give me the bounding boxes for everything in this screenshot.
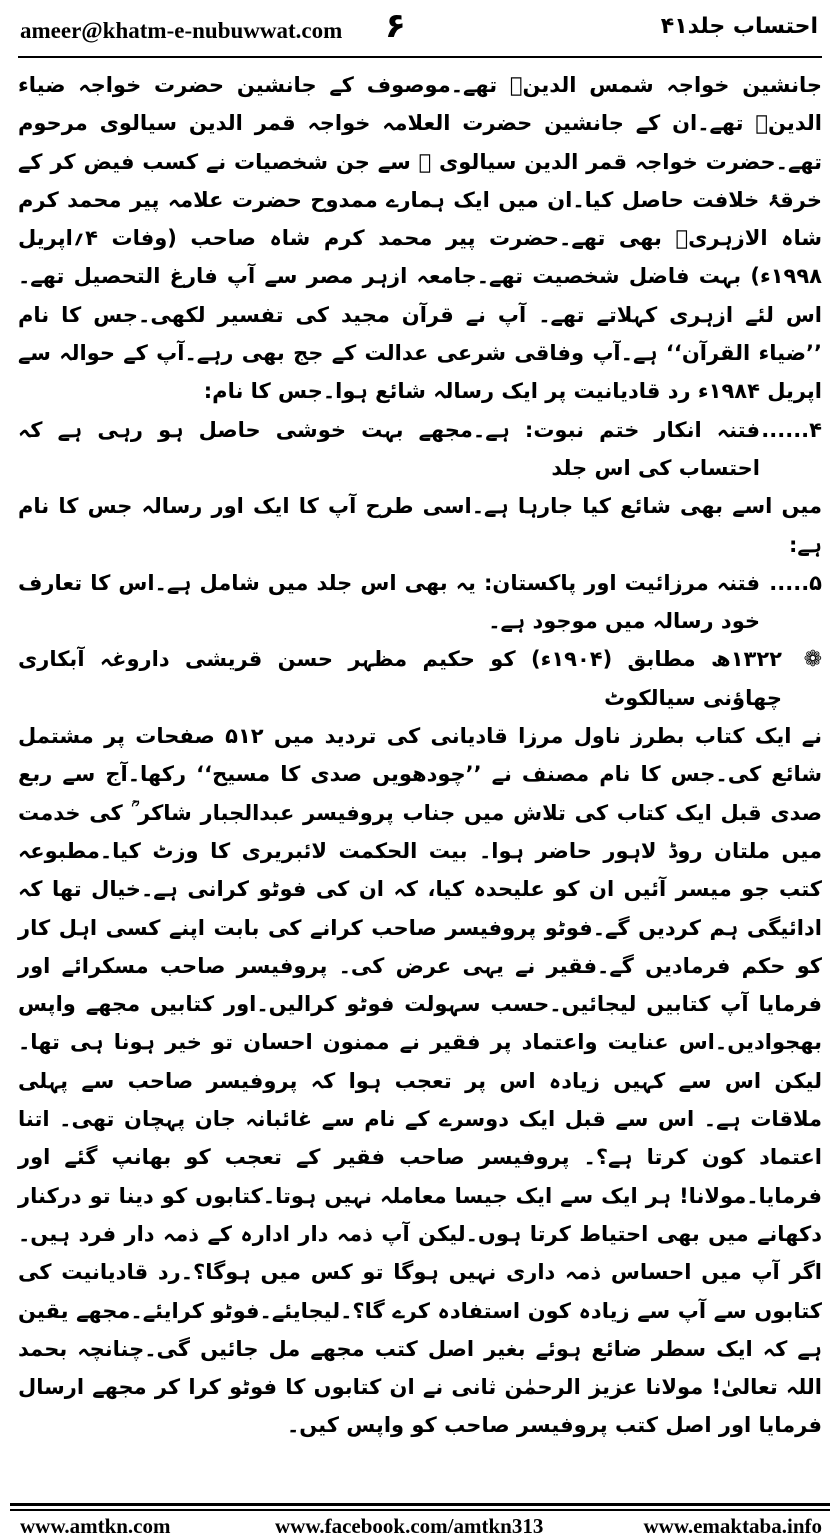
page-header [0,0,840,56]
paragraph-after-4: میں اسے بھی شائع کیا جارہا ہے۔اسی طرح آپ کا ایک اور رسالہ جس کا نام ہے: [18,494,822,557]
paragraph-main: نے ایک کتاب بطرز ناول مرزا قادیانی کی تردید میں ۵۱۲ صفحات پر مشتمل شائع کی۔جس کا نام مصنف نے ’’چودھویں صدی کا مسیح‘‘ رکھا۔آج سے ربع صدی قبل ایک کتاب کی تلاش میں جناب پروفیسر عبدالجبار شاکر ؒ کی خدمت میں ملتان روڈ لاہور حاضر ہوا۔ بیت الحکمت لائبریری کا وزٹ کیا۔مطبوعہ کتب جو میسر آئیں ان کو علیحدہ کیا، کہ ان کی فوٹو کرانی ہے۔خیال تھا کہ ادائیگی ہم کردیں گے۔فوٹو پروفیسر صاحب کرانے کی بابت اپنے کسی اہل کار کو حکم فرمادیں گے۔فقیر نے یہی عرض کی۔ پروفیسر صاحب مسکرائے اور فرمایا آپ کتابیں لیجائیں۔حسب سہولت فوٹو کرالیں۔اور کتابیں مجھے واپس بھجوادیں۔اس عنایت واعتماد پر فقیر نے ممنون احسان تو خیر ہونا ہی تھا۔لیکن اس سے کہیں زیادہ اس پر تعجب ہوا کہ پروفیسر صاحب سے پہلی ملاقات ہے۔ اس سے قبل ایک دوسرے کے نام سے غائبانہ جان پہچان تھی۔ اتنا اعتماد کون کرتا ہے؟۔ پروفیسر صاحب فقیر کے تعجب کو بھانپ گئے اور فرمایا۔مولانا! ہر ایک سے ایک جیسا معاملہ نہیں ہوتا۔کتابوں کو دینا تو درکنار دکھانے میں بھی احتیاط کرتا ہوں۔لیکن آپ ذمہ دار ادارہ کے ذمہ دار فرد ہیں۔اگر آپ میں احساس ذمہ داری نہیں ہوگا تو کس میں ہوگا؟۔رد قادیانیت کی کتابوں سے آپ سے زیادہ کون استفادہ کرے گا؟۔لیجایئے۔فوٹو کرایئے۔مجھے یقین ہے کہ ایک سطر ضائع ہوئے بغیر اصل کتب مجھے مل جائیں گی۔چنانچہ بحمد اللہ تعالیٰ! مولانا عزیز الرحمٰن ثانی نے ان کتابوں کا فوٹو کرا کر مجھے ارسال فرمایا اور اصل کتب پروفیسر صاحب کو واپس کیں۔ [18,724,822,1438]
page-footer [0,1512,840,1540]
flower-icon: ❁ [803,647,822,673]
header-divider [18,56,822,58]
footer-divider [0,1503,840,1511]
item-4-text: فتنہ انکار ختم نبوت: ہے۔مجھے بہت خوشی حاصل ہو رہی ہے کہ احتساب کی اس جلد [18,417,760,480]
footer-link-emaktaba[interactable]: www.emaktaba.info [643,1514,822,1538]
paragraph-intro: جانشین خواجہ شمس الدینؒ تھے۔موصوف کے جانشین حضرت خواجہ ضیاء الدینؒ تھے۔ان کے جانشین حضرت العلامہ خواجہ قمر الدین سیالوی مرحوم تھے۔حضرت خواجہ قمر الدین سیالوی ؒ سے جن شخصیات نے کسب فیض کر کے خرقۂ خلافت حاصل کیا۔ان میں ایک ہمارے ممدوح حضرت علامہ پیر محمد کرم شاہ الازہریؒ بھی تھے۔حضرت پیر محمد کرم شاہ صاحب (وفات ۴؍اپریل ۱۹۹۸ء) بہت فاضل شخصیت تھے۔جامعہ ازہر مصر سے آپ فارغ التحصیل تھے۔اس لئے ازہری کہلاتے تھے۔ آپ نے قرآن مجید کی تفسیر لکھی۔جس کا نام ’’ضیاء القرآن‘‘ ہے۔آپ وفاقی شرعی عدالت کے جج بھی رہے۔آپ کے حوالہ سے اپریل ۱۹۸۴ء رد قادیانیت پر ایک رسالہ شائع ہوا۔جس کا نام: [18,73,822,404]
footer-link-amtkn[interactable]: www.amtkn.com [20,1514,171,1538]
page-body [18,66,822,1445]
header-email[interactable]: ameer@khatm-e-nubuwwat.com [20,18,343,43]
list-item-4 [18,411,822,488]
list-item-flower [18,640,822,717]
page-number: ۶ [385,6,406,46]
book-title: احتساب جلد۴۱ [660,14,818,39]
item-flower-text: ۱۳۲۲ھ مطابق (۱۹۰۴ء) کو حکیم مظہر حسن قریشی داروغہ آبکاری چھاؤنی سیالکوٹ [18,647,782,710]
item-5-text: فتنہ مرزائیت اور پاکستان: یہ بھی اس جلد میں شامل ہے۔اس کا تعارف خود رسالہ میں موجود ہے۔ [18,570,760,634]
footer-link-facebook[interactable]: www.facebook.com/amtkn313 [275,1514,544,1538]
item-5-marker: ۵..... [769,570,822,595]
item-4-marker: ۴...... [761,417,822,442]
list-item-5 [18,564,822,641]
